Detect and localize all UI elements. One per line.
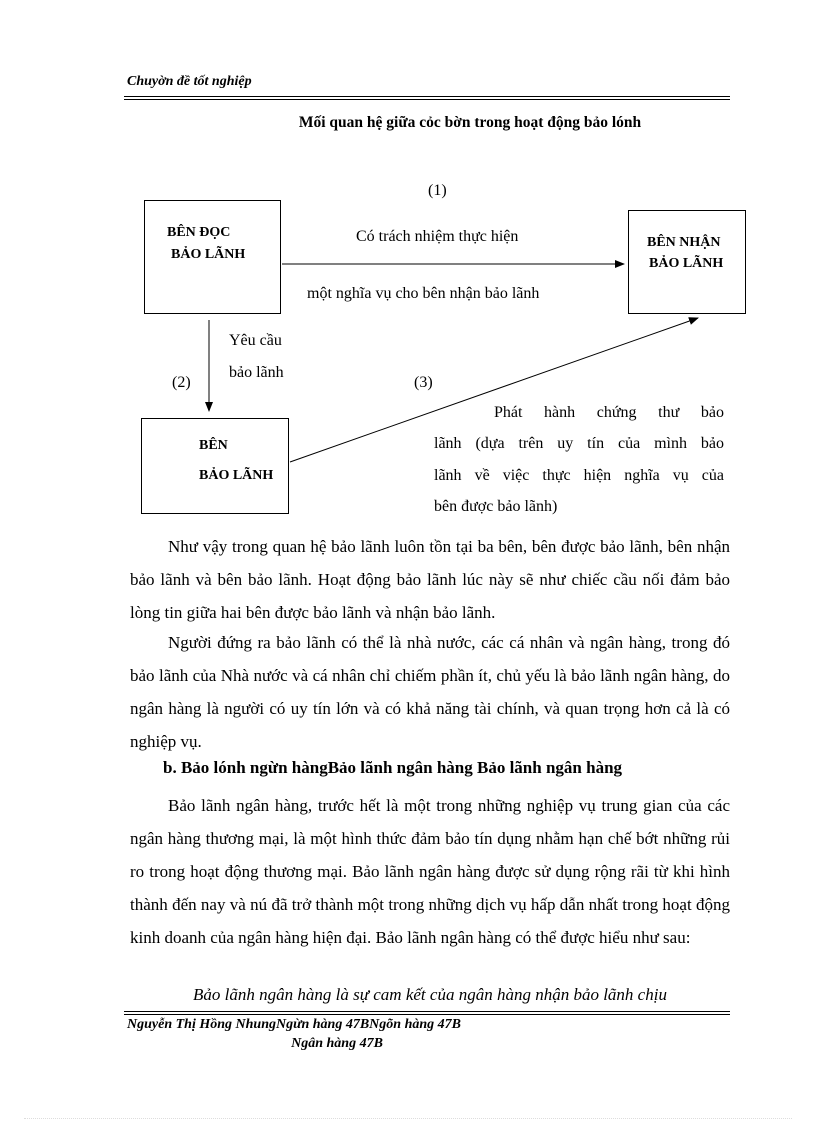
paragraph-3-block (130, 789, 730, 954)
section-heading-b: b. Bảo lónh ngừn hàngBảo lãnh ngân hàng Bảo lãnh ngân hàng (163, 758, 623, 777)
arrow3-text-line3: lãnh về việc thực hiện nghĩa vụ của (434, 467, 724, 484)
box-left-line2: BẢO LÃNH (171, 247, 246, 262)
box-right-line1: BÊN NHẬN (647, 235, 721, 250)
definition-quote: Bảo lãnh ngân hàng là sự cam kết của ngân hàng nhận bảo lãnh chịu (193, 985, 667, 1004)
box-left-line1: BÊN ĐỌC (167, 225, 231, 240)
box-ben-bao-lanh (141, 418, 289, 514)
arrow1-text-top: Có trách nhiệm thực hiện (356, 228, 519, 245)
box-right-line2: BẢO LÃNH (649, 256, 724, 271)
box-ben-nhan-bao-lanh (628, 210, 746, 314)
diagram-title: Mối quan hệ giữa cỏc bờn trong hoạt động bảo lónh (298, 114, 642, 131)
bottom-dotted-line (24, 1118, 792, 1119)
box-bottom-line2: BẢO LÃNH (199, 468, 274, 483)
box-ben-duoc-bao-lanh (144, 200, 281, 314)
arrow2-text-line1: Yêu cầu (229, 332, 282, 349)
box-bottom-line1: BÊN (199, 438, 228, 453)
paragraph-3: Bảo lãnh ngân hàng, trước hết là một trong những nghiệp vụ trung gian của các ngân hàng thương mại, là một hình thức đảm bảo tín dụng nhằm hạn chế bớt những rủi ro trong hoạt động thương mại. Bảo lãnh ngân hàng được sử dụng rộng rãi từ khi hình thành đến nay và nú đã trở thành một trong những dịch vụ hấp dẫn nhất trong hoạt động kinh doanh của ngân hàng hiện đại. Bảo lãnh ngân hàng có thể được hiểu như sau: (130, 796, 730, 947)
label-1: (1) (428, 182, 447, 199)
paragraph-2-block (130, 626, 730, 758)
footer-line2: Ngân hàng 47B (291, 1036, 383, 1051)
arrow3-text-line4: bên được bảo lãnh) (434, 498, 558, 515)
arrow3-text-line1: Phát hành chứng thư bảo (494, 404, 724, 421)
paragraph-1-block (130, 530, 730, 629)
arrow3-text-line2: lãnh (dựa trên uy tín của mình bảo (434, 435, 724, 452)
paragraph-1: Như vậy trong quan hệ bảo lãnh luôn tồn tại ba bên, bên được bảo lãnh, bên nhận bảo lãnh và bên bảo lãnh. Hoạt động bảo lãnh lúc này sẽ như chiếc cầu nối đảm bảo lòng tin giữa hai bên được bảo lãnh và nhận bảo lãnh. (130, 537, 730, 622)
label-3: (3) (414, 374, 433, 391)
arrow1-text-bottom: một nghĩa vụ cho bên nhận bảo lãnh (307, 285, 540, 302)
arrow2-text-line2: bảo lãnh (229, 364, 284, 381)
page-header: Chuyờn đề tốt nghiệp (127, 74, 252, 89)
footer-rule-top (124, 1011, 730, 1012)
label-2: (2) (172, 374, 191, 391)
footer-line1: Nguyễn Thị Hồng NhungNgừn hàng 47BNgõn hàng 47B (127, 1017, 461, 1032)
paragraph-2: Người đứng ra bảo lãnh có thể là nhà nước, các cá nhân và ngân hàng, trong đó bảo lãnh của Nhà nước và cá nhân chỉ chiếm phần ít, chủ yếu là bảo lãnh ngân hàng, do ngân hàng là người có uy tín lớn và có khả năng tài chính, và quan trọng hơn cả là có nghiệp vụ. (130, 633, 730, 751)
footer-rule-bottom (124, 1014, 730, 1015)
